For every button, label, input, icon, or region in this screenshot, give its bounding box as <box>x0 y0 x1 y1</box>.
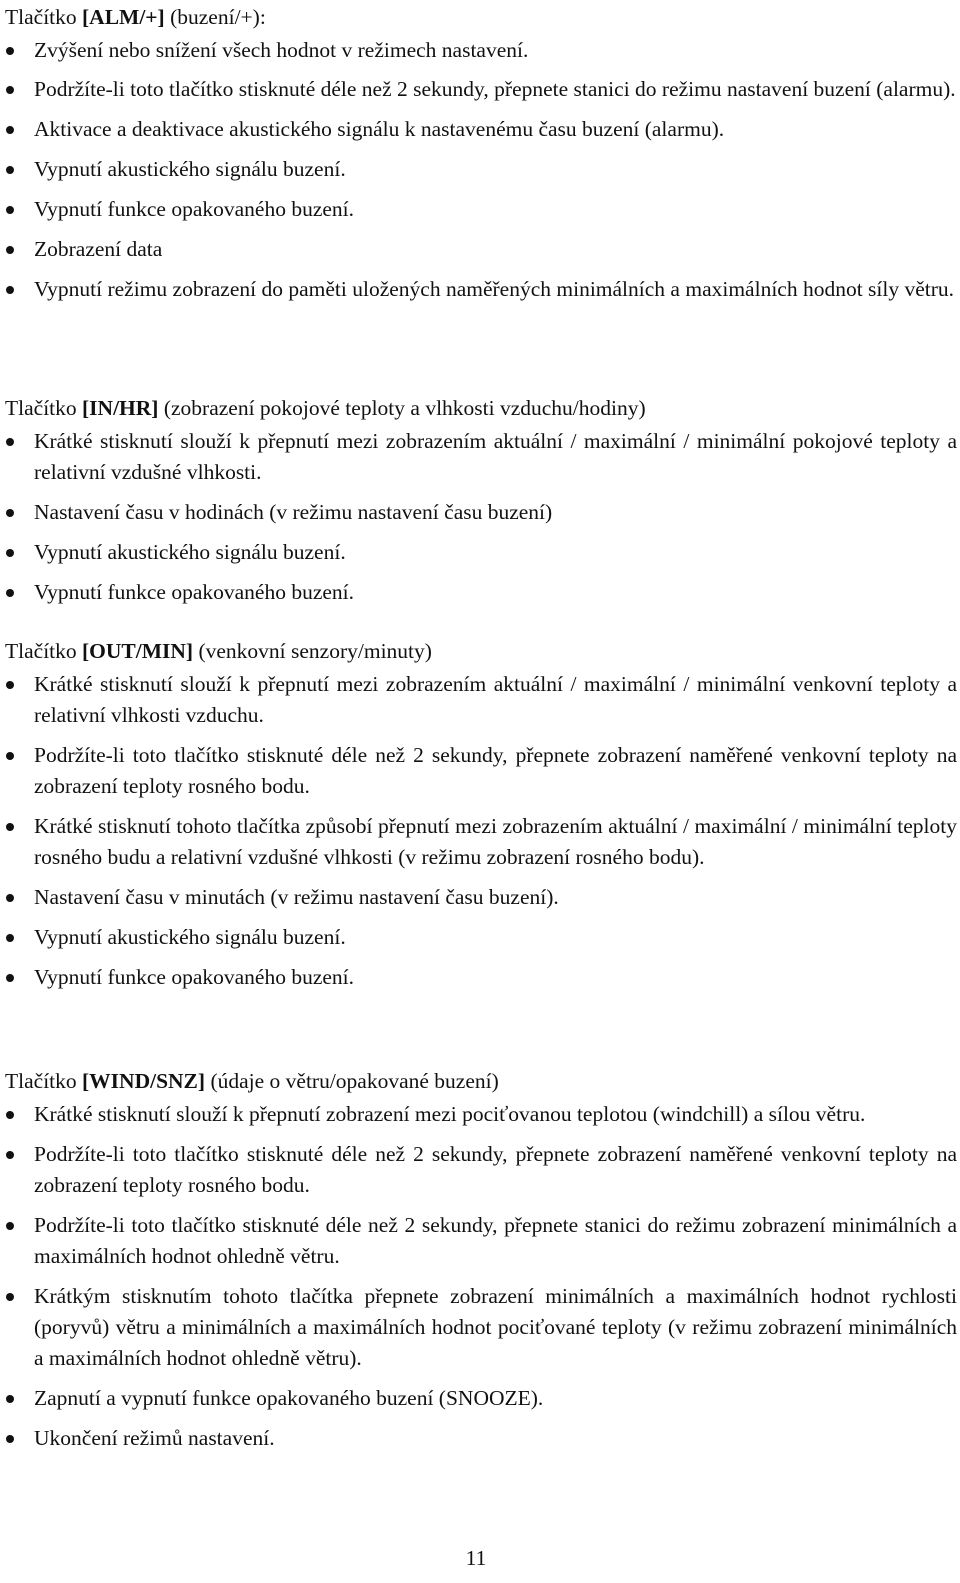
section-heading <box>5 2 957 33</box>
heading-suffix: (buzení/+): <box>164 5 266 29</box>
list-item: Vypnutí akustického signálu buzení. <box>5 537 957 568</box>
list-item: Zvýšení nebo snížení všech hodnot v režimech nastavení. <box>5 35 957 66</box>
section-heading <box>5 393 957 424</box>
list-item: Vypnutí akustického signálu buzení. <box>5 154 957 185</box>
list-item: Krátkým stisknutím tohoto tlačítka přepnete zobrazení minimálních a maximálních hodnot rychlosti (poryvů) větru a minimálních a maximálních hodnot pociťované teploty (v režimu zobrazení minimálních a maximálních hodnot ohledně větru). <box>5 1281 957 1374</box>
list-item: Vypnutí funkce opakovaného buzení. <box>5 194 957 225</box>
list-item: Krátké stisknutí slouží k přepnutí mezi zobrazením aktuální / maximální / minimální venkovní teploty a relativní vlhkosti vzduchu. <box>5 669 957 731</box>
list-item: Aktivace a deaktivace akustického signálu k nastavenému času buzení (alarmu). <box>5 114 957 145</box>
button-label: [WIND/SNZ] <box>82 1069 206 1093</box>
list-item: Podržíte-li toto tlačítko stisknuté déle než 2 sekundy, přepnete zobrazení naměřené venkovní teploty na zobrazení teploty rosného bodu. <box>5 1139 957 1201</box>
heading-suffix: (údaje o větru/opakované buzení) <box>205 1069 499 1093</box>
section-heading <box>5 1066 957 1097</box>
section-in-hr <box>5 393 957 618</box>
list-item: Nastavení času v hodinách (v režimu nastavení času buzení) <box>5 497 957 528</box>
bullet-list <box>5 35 957 305</box>
list-item: Vypnutí funkce opakovaného buzení. <box>5 962 957 993</box>
bullet-list <box>5 1099 957 1454</box>
heading-suffix: (zobrazení pokojové teploty a vlhkosti vzduchu/hodiny) <box>158 396 646 420</box>
button-label: [OUT/MIN] <box>82 639 194 663</box>
section-wind-snz <box>5 1066 957 1464</box>
heading-prefix: Tlačítko <box>5 639 83 663</box>
list-item: Vypnutí akustického signálu buzení. <box>5 922 957 953</box>
list-item: Zapnutí a vypnutí funkce opakovaného buzení (SNOOZE). <box>5 1383 957 1414</box>
list-item: Nastavení času v minutách (v režimu nastavení času buzení). <box>5 882 957 913</box>
section-heading <box>5 636 957 667</box>
button-label: [ALM/+] <box>82 5 165 29</box>
list-item: Ukončení režimů nastavení. <box>5 1423 957 1454</box>
page-number: 11 <box>465 1546 487 1570</box>
button-label: [IN/HR] <box>82 396 159 420</box>
heading-prefix: Tlačítko <box>5 5 83 29</box>
list-item: Podržíte-li toto tlačítko stisknuté déle než 2 sekundy, přepnete stanici do režimu zobrazení minimálních a maximálních hodnot ohledně větru. <box>5 1210 957 1272</box>
heading-suffix: (venkovní senzory/minuty) <box>193 639 432 663</box>
list-item: Vypnutí funkce opakovaného buzení. <box>5 577 957 608</box>
list-item: Krátké stisknutí slouží k přepnutí zobrazení mezi pociťovanou teplotou (windchill) a sílou větru. <box>5 1099 957 1130</box>
heading-prefix: Tlačítko <box>5 396 83 420</box>
list-item: Krátké stisknutí tohoto tlačítka způsobí přepnutí mezi zobrazením aktuální / maximální / minimální teploty rosného budu a relativní vzdušné vlhkosti (v režimu zobrazení rosného bodu). <box>5 811 957 873</box>
section-out-min <box>5 636 957 1003</box>
bullet-list <box>5 669 957 993</box>
list-item: Krátké stisknutí slouží k přepnutí mezi zobrazením aktuální / maximální / minimální pokojové teploty a relativní vzdušné vlhkosti. <box>5 426 957 488</box>
list-item: Podržíte-li toto tlačítko stisknuté déle než 2 sekundy, přepnete stanici do režimu nastavení buzení (alarmu). <box>5 74 957 105</box>
list-item: Podržíte-li toto tlačítko stisknuté déle než 2 sekundy, přepnete zobrazení naměřené venkovní teploty na zobrazení teploty rosného bodu. <box>5 740 957 802</box>
section-alm <box>5 2 957 315</box>
heading-prefix: Tlačítko <box>5 1069 83 1093</box>
list-item: Vypnutí režimu zobrazení do paměti uložených naměřených minimálních a maximálních hodnot síly větru. <box>5 274 957 305</box>
list-item: Zobrazení data <box>5 234 957 265</box>
bullet-list <box>5 426 957 608</box>
